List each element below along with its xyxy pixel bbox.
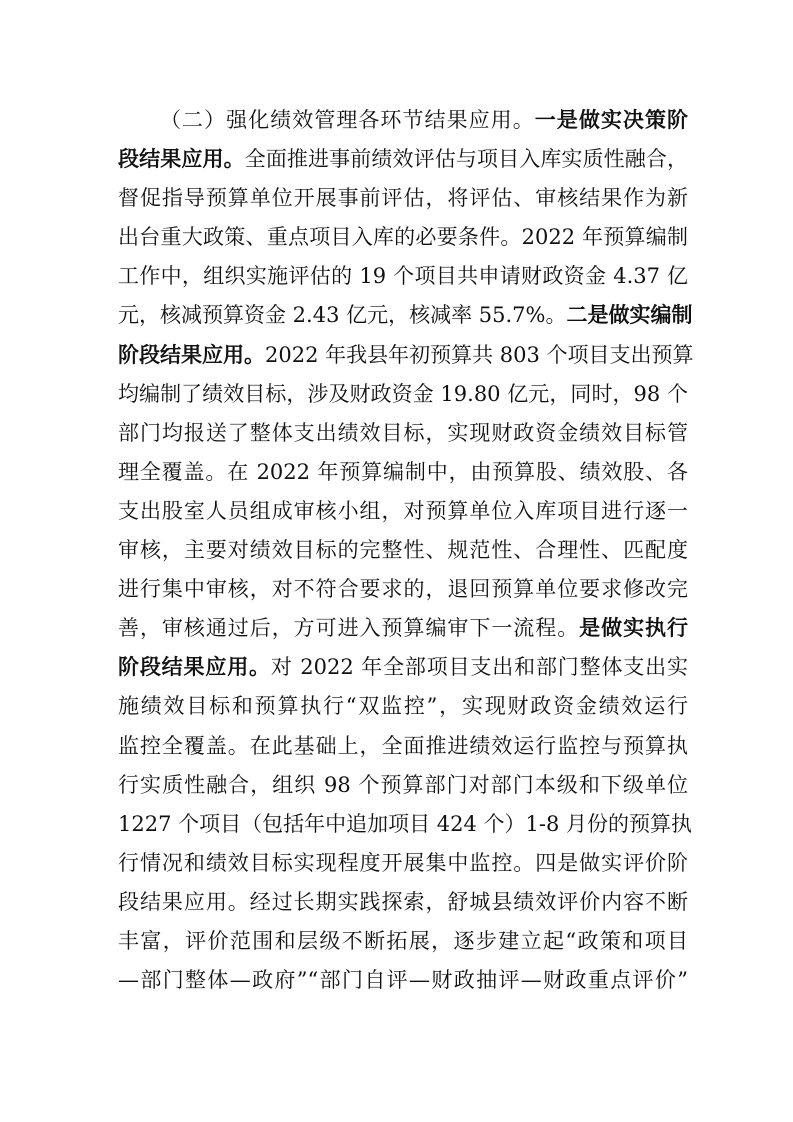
text-segment: 审核，主要对绩效目标的完整性、规范性、合理性、匹配度: [118, 538, 688, 563]
text-line: [118, 375, 688, 414]
text-segment: 支出股室人员组成审核小组，对预算单位入库项目进行逐一: [118, 498, 688, 523]
text-line: [118, 140, 688, 179]
text-segment: 理全覆盖。在 2022 年预算编制中，由预算股、绩效股、各: [118, 459, 688, 484]
bold-heading-segment: 是做实执行: [579, 616, 689, 641]
text-segment: 全面推进事前绩效评估与项目入库实质性融合，: [244, 147, 689, 172]
text-segment: （二）强化绩效管理各环节结果应用。: [160, 108, 535, 132]
text-line: [118, 453, 688, 492]
text-line: [118, 531, 688, 570]
text-segment: 行情况和绩效目标实现程度开展集中监控。四是做实评价阶: [118, 850, 688, 875]
text-segment: 监控全覆盖。在此基础上，全面推进绩效运行监控与预算执: [118, 733, 688, 758]
text-line: [118, 766, 688, 805]
bold-heading-segment: 阶段结果应用。: [118, 655, 271, 680]
text-line: [118, 336, 694, 375]
text-line: [118, 844, 688, 883]
text-segment: 善，审核通过后，方可进入预算编审下一流程。: [118, 616, 580, 641]
text-segment: 均编制了绩效目标，涉及财政资金 19.80 亿元，同时，98 个: [118, 381, 688, 406]
text-segment: 督促指导预算单位开展事前评估，将评估、审核结果作为新: [118, 186, 688, 211]
text-segment: 部门均报送了整体支出绩效目标，实现财政资金绩效目标管: [118, 420, 688, 445]
text-segment: 进行集中审核，对不符合要求的，退回预算单位要求修改完: [118, 577, 688, 602]
text-line: [118, 648, 688, 687]
text-line: [118, 609, 688, 648]
text-line: [118, 922, 688, 961]
text-line: [118, 883, 688, 922]
text-segment: —部门整体—政府”“部门自评—财政抽评—财政重点评价”: [118, 968, 688, 993]
text-line: [118, 687, 688, 726]
text-segment: 1227 个项目（包括年中追加项目 424 个）1-8 月份的预算执: [118, 811, 693, 836]
bold-heading-segment: 段结果应用。: [118, 147, 245, 172]
text-line: [118, 492, 688, 531]
text-line: [118, 414, 688, 453]
text-segment: 施绩效目标和预算执行“双监控”，实现财政资金绩效运行: [118, 694, 688, 719]
text-line: [118, 218, 688, 257]
text-line: [118, 570, 688, 609]
text-line: [118, 727, 688, 766]
bold-heading-segment: 二是做实编制: [566, 303, 693, 328]
body-paragraph: [118, 101, 694, 1000]
text-line: [118, 961, 688, 1000]
text-segment: 行实质性融合，组织 98 个预算部门对部门本级和下级单位: [118, 772, 688, 797]
text-segment: 丰富，评价范围和层级不断拓展，逐步建立起“政策和项目: [118, 928, 688, 953]
text-segment: 对 2022 年全部项目支出和部门整体支出实: [270, 655, 689, 680]
text-line: [118, 179, 688, 218]
text-line: [118, 805, 693, 844]
text-segment: 2022 年我县年初预算共 803 个项目支出预算: [265, 342, 694, 367]
bold-heading-segment: 阶段结果应用。: [118, 342, 265, 367]
text-line: [118, 101, 688, 140]
text-segment: 段结果应用。经过长期实践探索，舒城县绩效评价内容不断: [118, 889, 688, 914]
text-segment: 元，核减预算资金 2.43 亿元，核减率 55.7%。: [118, 303, 567, 328]
bold-heading-segment: 一是做实决策阶: [534, 108, 689, 132]
text-segment: 出台重大政策、重点项目入库的必要条件。2022 年预算编制: [118, 225, 688, 250]
text-segment: 工作中，组织实施评估的 19 个项目共申请财政资金 4.37 亿: [118, 264, 688, 289]
text-line: [118, 296, 693, 335]
text-line: [118, 257, 688, 296]
